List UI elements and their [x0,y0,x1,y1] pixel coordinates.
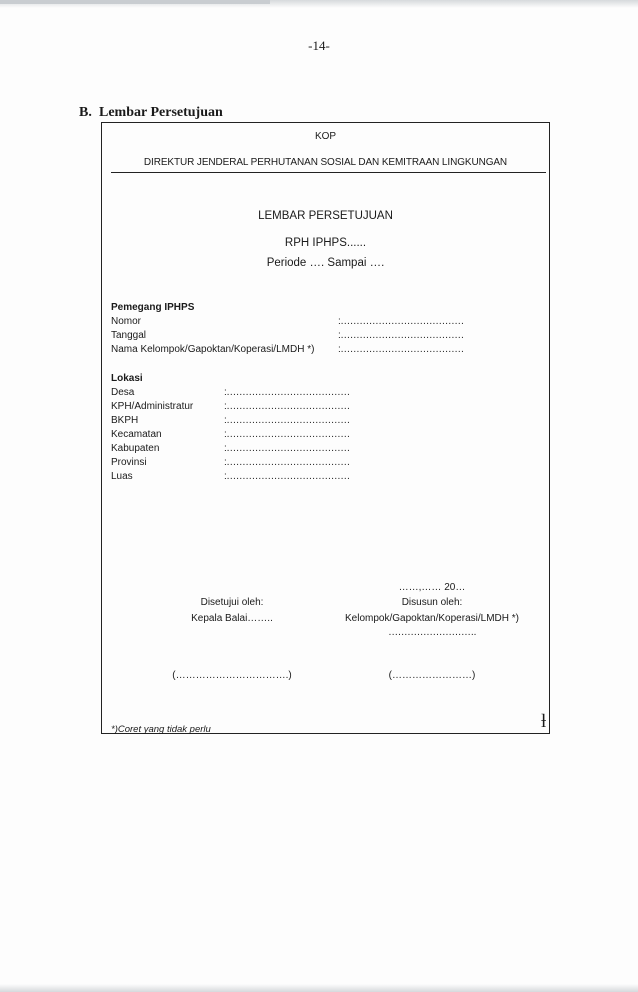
holder-row-label: Tanggal [111,330,147,341]
scan-bottom-shadow [0,984,638,992]
location-row-value: :………………………………… [224,471,350,482]
kop-label: KOP [314,131,337,142]
location-row-value: :………………………………… [224,401,350,412]
kop-divider [111,172,546,173]
approver-position: Kepala Balai…….. [191,613,273,624]
approver-name-line: (…………………………….) [172,670,292,681]
holder-row-value: :………………………………… [338,316,464,327]
location-row-value: :………………………………… [224,429,350,440]
location-row-label: Kecamatan [111,429,162,440]
location-row-label: BKPH [111,415,139,426]
holder-row-label: Nomor [111,316,142,327]
margin-mark: ƚ [541,711,547,732]
holder-row-value: :………………………………… [338,330,464,341]
scan-top-edge [0,0,270,4]
page-number: -14- [308,38,330,53]
prepared-by-label: Disusun oleh: [401,597,463,608]
rph-line: RPH IPHPS...... [284,237,367,249]
section-letter: B. [79,105,92,120]
approval-form-box [101,122,550,734]
directorate-title: DIREKTUR JENDERAL PERHUTANAN SOSIAL DAN KEMITRAAN LINGKUNGAN [143,157,508,168]
section-heading [79,105,223,121]
holder-row-value: :………………………………… [338,344,464,355]
approved-by-label: Disetujui oleh: [200,597,264,608]
holder-row-label: Nama Kelompok/Gapoktan/Koperasi/LMDH *) [111,344,315,355]
location-row-label: KPH/Administratur [111,401,194,412]
location-row-label: Kabupaten [111,443,160,454]
footnote: *)Coret yang tidak perlu [111,724,211,735]
location-row-label: Luas [111,471,133,482]
preparer-position: Kelompok/Gapoktan/Koperasi/LMDH *) [345,613,519,624]
location-row-label: Provinsi [111,457,147,468]
preparer-dots: ………………………. [388,627,476,638]
date-line: ……,…… 20… [398,582,466,593]
location-row-value: :………………………………… [224,415,350,426]
location-row-label: Desa [111,387,135,398]
form-title: LEMBAR PERSETUJUAN [258,210,393,222]
location-row-value: :………………………………… [224,457,350,468]
location-heading: Lokasi [111,373,143,384]
section-title: Lembar Persetujuan [99,105,223,120]
location-row-value: :………………………………… [224,443,350,454]
preparer-name-line: (……………………) [388,670,476,681]
location-row-value: :………………………………… [224,387,350,398]
holder-heading: Pemegang IPHPS [111,302,195,313]
periode-line: Periode …. Sampai …. [266,257,385,269]
